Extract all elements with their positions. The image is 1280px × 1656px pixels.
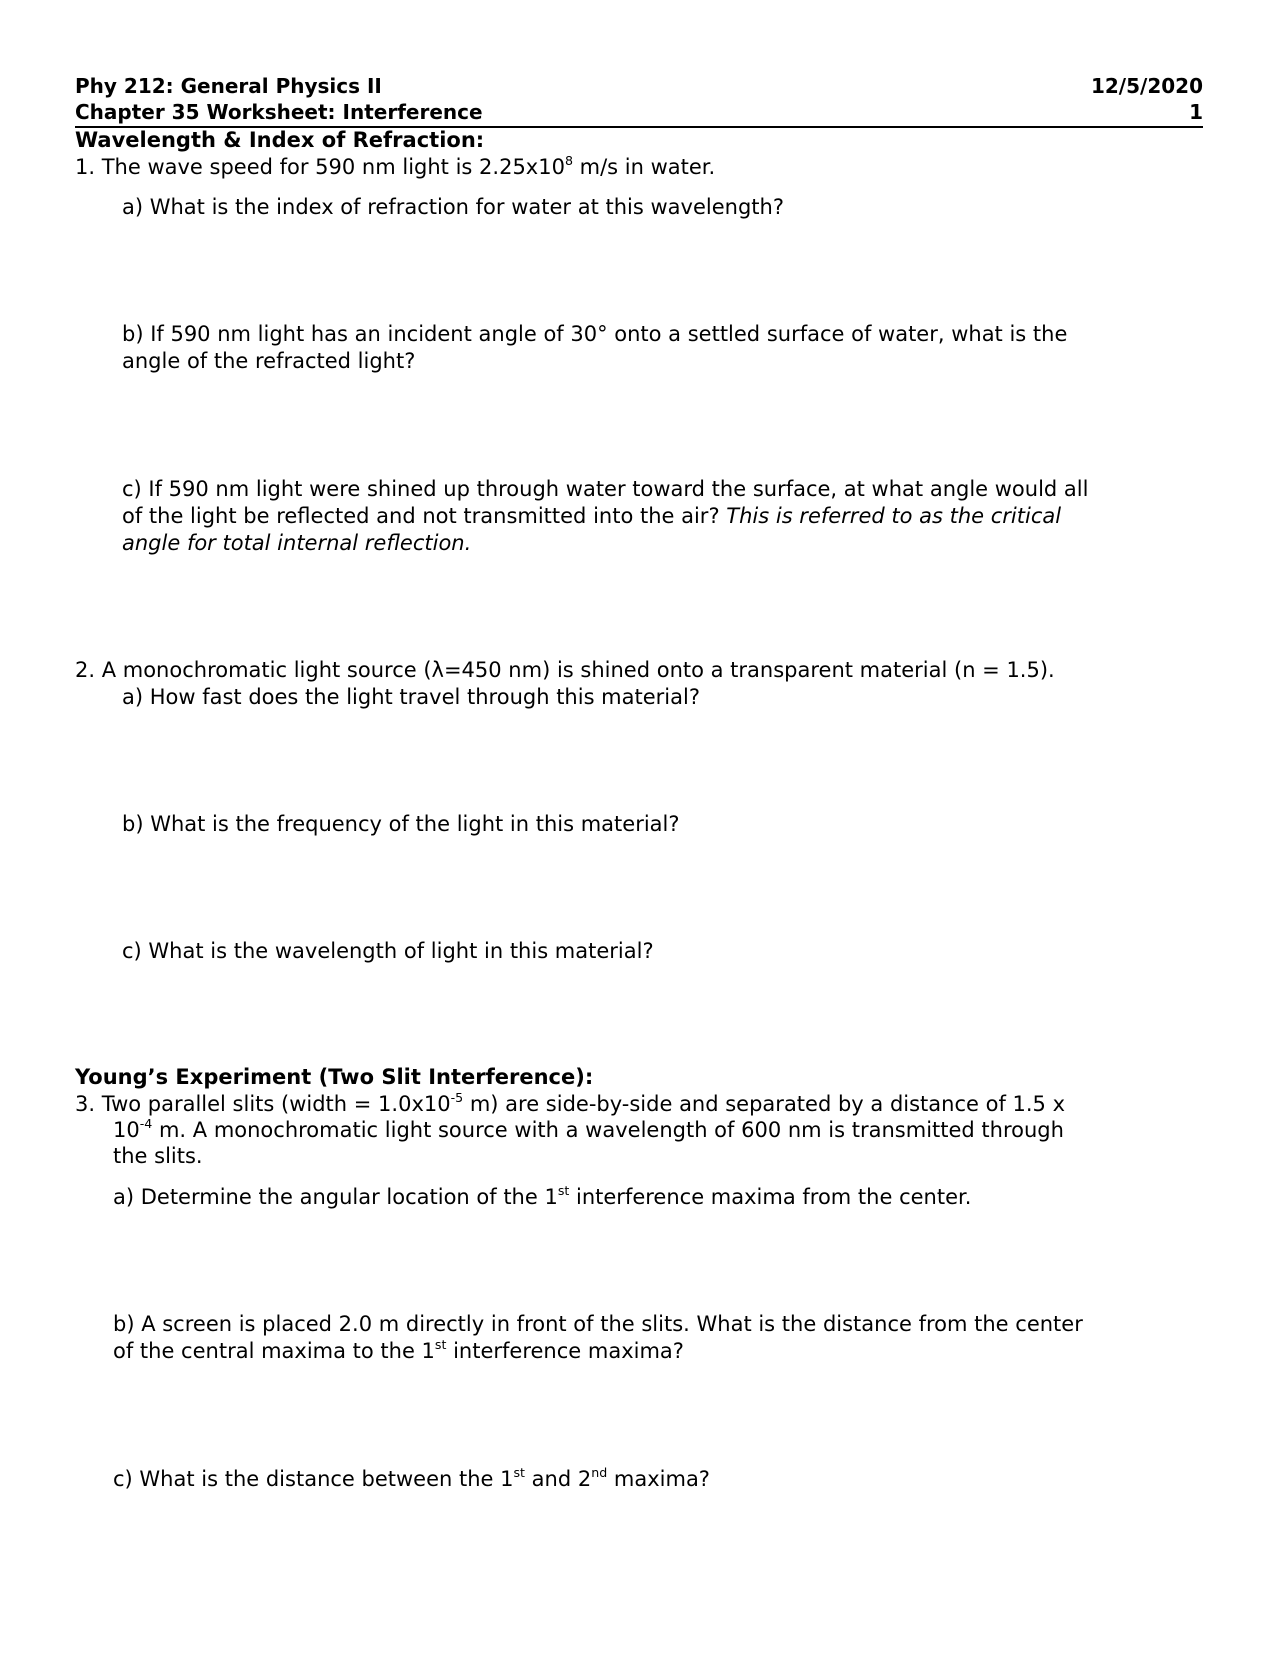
question-1c-line3: angle for total internal reflection. — [122, 531, 472, 555]
question-3a: a) Determine the angular location of the 1st interference maxima from the center. — [113, 1183, 972, 1209]
question-3-intro-line3: the slits. — [113, 1144, 203, 1168]
question-3c: c) What is the distance between the 1st and 2nd maxima? — [113, 1465, 710, 1491]
question-1a: a) What is the index of refraction for water at this wavelength? — [122, 195, 784, 219]
section-heading-wavelength: Wavelength & Index of Refraction: — [75, 128, 485, 152]
question-2-intro: 2. A monochromatic light source (λ=450 nm) is shined onto a transparent material (n = 1.5). — [75, 658, 1055, 682]
ordinal-suffix: st — [434, 1337, 447, 1353]
question-3-intro-line2: $10^{-4}$ m. A monochromatic light source with a wavelength of 600 nm is transmitted through — [113, 1116, 1064, 1142]
question-1b-line1: b) If 590 nm light has an incident angle of 30° onto a settled surface of water, what is the — [122, 322, 1068, 346]
exponent: 8 — [564, 153, 573, 169]
ordinal-suffix: st — [557, 1183, 570, 1199]
course-title: Phy 212: General Physics II — [75, 74, 382, 98]
worksheet-title: Chapter 35 Worksheet: Interference — [75, 100, 483, 124]
question-3-intro-line1: 3. Two parallel slits (width = $1.0x10^{-5}$ m) are side-by-side and separated by a distance of 1.5 x — [75, 1090, 1066, 1116]
section-heading-youngs: Young’s Experiment (Two Slit Interference): — [75, 1065, 594, 1089]
question-3b-line2: of the central maxima to the 1st interference maxima? — [113, 1337, 684, 1363]
question-1c-line2: of the light be reflected and not transmitted into the air? This is referred to as the critical — [122, 504, 1062, 528]
ordinal-suffix: nd — [591, 1465, 608, 1481]
question-1b-line2: angle of the refracted light? — [122, 349, 416, 373]
question-3b-line1: b) A screen is placed 2.0 m directly in front of the slits. What is the distance from the center — [113, 1312, 1083, 1336]
header-date: 12/5/2020 — [1090, 74, 1203, 98]
question-1c-line1: c) If 590 nm light were shined up through water toward the surface, at what angle would all — [122, 477, 1089, 501]
page-number: 1 — [1189, 100, 1203, 124]
question-2a: a) How fast does the light travel through this material? — [122, 685, 700, 709]
ordinal-suffix: st — [513, 1465, 525, 1481]
question-2b: b) What is the frequency of the light in this material? — [122, 812, 680, 836]
exponent: -4 — [139, 1116, 153, 1132]
question-1-intro: 1. The wave speed for 590 nm light is $2.25x10^8$ m/s in water. — [75, 153, 716, 179]
exponent: -5 — [450, 1090, 464, 1106]
question-2c: c) What is the wavelength of light in this material? — [122, 939, 654, 963]
